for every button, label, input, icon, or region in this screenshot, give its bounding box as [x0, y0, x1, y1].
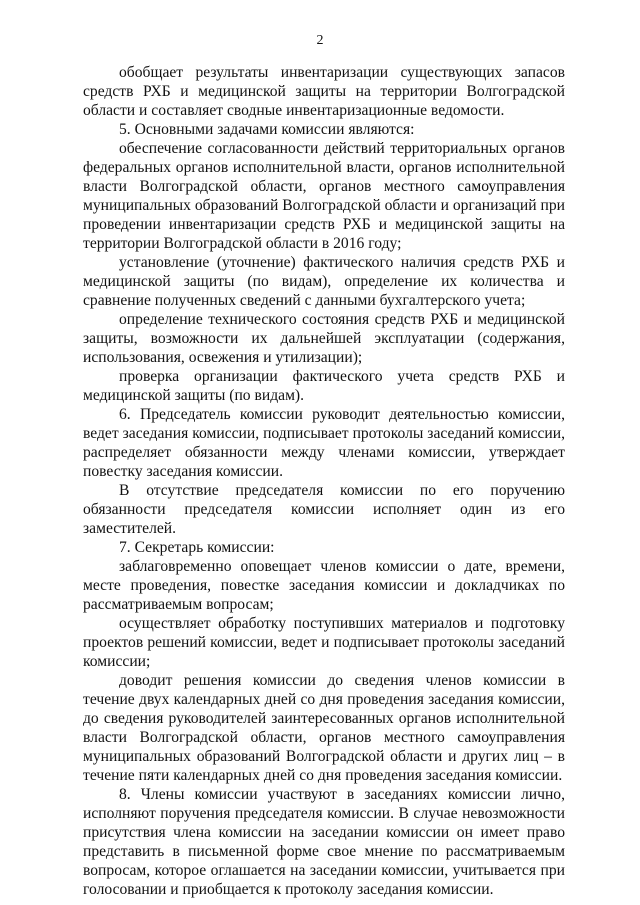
- paragraph-section-8-members: 8. Члены комиссии участвуют в заседаниях комиссии лично, исполняют поручения председателя комиссии. В случае невозможности присутствия члена комиссии на заседании комиссии он имеет право представить в письменной форме свое мнение по рассматриваемым вопросам, которое оглашается на заседании комиссии, учитывается при голосовании и приобщается к протоколу заседания комиссии.: [83, 786, 565, 898]
- paragraph-chairman-absence: В отсутствие председателя комиссии по его поручению обязанности председателя комиссии исполняет один из его заместителей.: [83, 482, 565, 537]
- paragraph-secretary-processing: осуществляет обработку поступивших материалов и подготовку проектов решений комиссии, ведет и подписывает протоколы заседаний комиссии;: [83, 615, 565, 670]
- paragraph-task-coordination: обеспечение согласованности действий территориальных органов федеральных органов исполнительной власти, органов исполнительной власти Волгоградской области, органов местного самоуправления муниципальных образований Волгоградской области и организаций при проведении инвентаризации средств РХБ и медицинской защиты на территории Волгоградской области в 2016 году;: [83, 140, 565, 252]
- paragraph-section-6-chairman: 6. Председатель комиссии руководит деятельностью комиссии, ведет заседания комиссии, подписывает протоколы заседаний комиссии, распределяет обязанности между членами комиссии, утверждает повестку заседания комиссии.: [83, 406, 565, 480]
- paragraph-secretary-communicate: доводит решения комиссии до сведения членов комиссии в течение двух календарных дней со дня проведения заседания комиссии, до сведения руководителей заинтересованных органов исполнительной власти Волгоградской области, органов местного самоуправления муниципальных образований Волгоградской области и других лиц – в течение пяти календарных дней со дня проведения заседания комиссии.: [83, 672, 565, 784]
- paragraph-task-accounting-check: проверка организации фактического учета средств РХБ и медицинской защиты (по видам).: [83, 368, 565, 404]
- page-number: 2: [316, 33, 324, 48]
- paragraph-section-7-secretary: 7. Секретарь комиссии:: [119, 539, 275, 556]
- paragraph-secretary-notify: заблаговременно оповещает членов комиссии о дате, времени, месте проведения, повестке заседания комиссии и докладчиках по рассматриваемым вопросам;: [83, 558, 565, 613]
- paragraph-task-technical-state: определение технического состояния средств РХБ и медицинской защиты, возможности их дальнейшей эксплуатации (содержания, использования, освежения и утилизации);: [83, 311, 565, 366]
- paragraph-inventory-summary: обобщает результаты инвентаризации существующих запасов средств РХБ и медицинской защиты на территории Волгоградской области и составляет сводные инвентаризационные ведомости.: [83, 64, 565, 119]
- paragraph-section-5-heading: 5. Основными задачами комиссии являются:: [119, 121, 415, 138]
- paragraph-task-availability: установление (уточнение) фактического наличия средств РХБ и медицинской защиты (по видам), определение их количества и сравнение полученных сведений с данными бухгалтерского учета;: [83, 254, 565, 309]
- document-body: [83, 63, 565, 899]
